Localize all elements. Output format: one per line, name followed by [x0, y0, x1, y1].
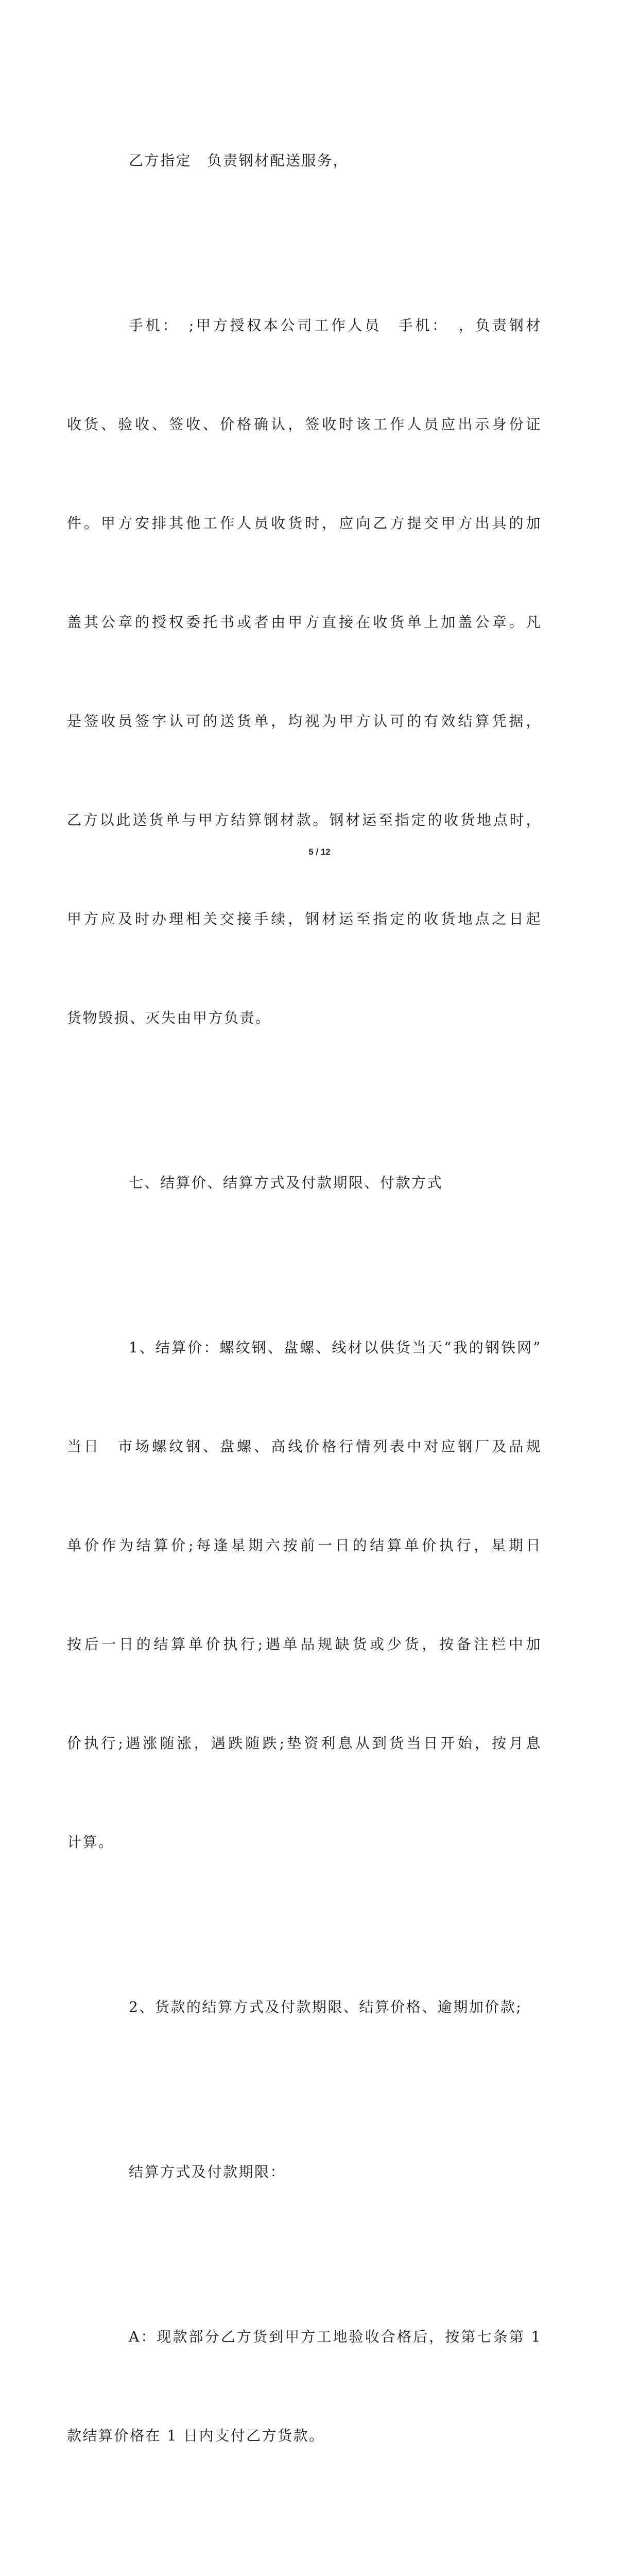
paragraph-advance-portion	[98, 2518, 542, 2576]
text-line: 甲方应及时办理相关交接手续，钢材运至指定的收货地点之日起	[67, 910, 542, 927]
text-line: 款结算价格在 1 日内支付乙方货款。	[67, 2427, 325, 2444]
paragraph-authorized-receiver	[67, 243, 542, 1100]
text-line: 收货、验收、签收、价格确认，签收时该工作人员应出示身份证	[67, 416, 542, 433]
text-line: A：现款部分乙方货到甲方工地验收合格后，按第七条第 1	[129, 2328, 542, 2345]
text-line: 盖其公章的授权委托书或者由甲方直接在收货单上加盖公章。凡	[67, 614, 542, 631]
text-line: 乙方指定 负责钢材配送服务，	[129, 152, 349, 169]
paragraph-payment-terms	[98, 1925, 542, 2090]
paragraph-cash-portion	[67, 2255, 542, 2518]
section-heading-settlement	[98, 1100, 542, 1265]
text-line: 单价作为结算价;每逢星期六按前一日的结算单价执行，星期日	[67, 1537, 542, 1554]
text-line: 2、货款的结算方式及付款期限、结算价格、逾期加价款;	[129, 1998, 523, 2015]
document-body	[67, 78, 542, 2576]
text-line: 是签收员签字认可的送货单，均视为甲方认可的有效结算凭据，	[67, 713, 542, 730]
paragraph-settlement-price	[67, 1265, 542, 1925]
text-line: 价执行;遇涨随涨，遇跌随跌;垫资利息从到货当日开始，按月息	[67, 1735, 542, 1752]
paragraph-payment-method-heading	[98, 2090, 542, 2255]
text-line: 1、结算价：螺纹钢、盘螺、线材以供货当天“我的钢铁网”	[129, 1339, 542, 1356]
text-line: 乙方以此送货单与甲方结算钢材款。钢材运至指定的收货地点时，	[67, 811, 542, 828]
page-number: 5 / 12	[308, 847, 331, 857]
text-line: 件。甲方安排其他工作人员收货时，应向乙方提交甲方出具的加	[67, 515, 542, 532]
text-line: 七、结算价、结算方式及付款期限、付款方式	[129, 1174, 443, 1191]
text-line: 按后一日的结算单价执行;遇单品规缺货或少货，按备注栏中加	[67, 1636, 542, 1653]
paragraph-designated-delivery	[98, 78, 542, 243]
text-line: 货物毁损、灭失由甲方负责。	[67, 1009, 271, 1026]
text-line: 计算。	[67, 1834, 114, 1851]
text-line: 结算方式及付款期限：	[129, 2163, 286, 2180]
text-line: 当日 市场螺纹钢、盘螺、高线价格行情列表中对应钢厂及品规	[67, 1438, 542, 1455]
text-line: 手机： ;甲方授权本公司工作人员 手机： ，负责钢材	[129, 317, 542, 334]
